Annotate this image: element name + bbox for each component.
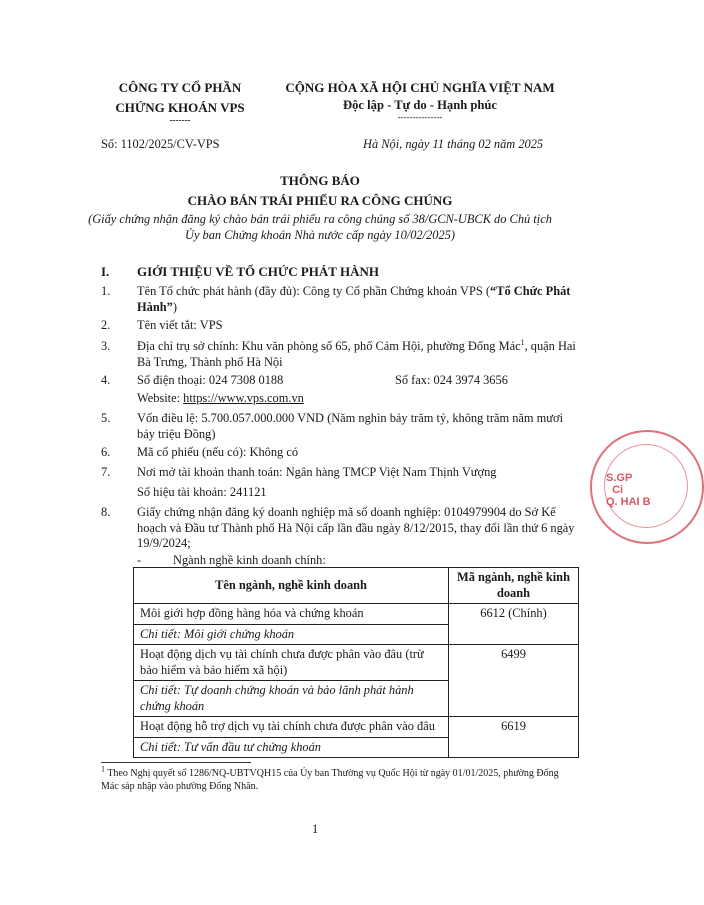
item-6-number: 6. bbox=[101, 445, 111, 459]
item-3-address: Địa chỉ trụ sở chính: Khu văn phòng số 65, phố Cảm Hội, phường Đống Mác bbox=[137, 339, 521, 353]
footnote-divider bbox=[101, 762, 251, 763]
item-4-website-line bbox=[137, 391, 577, 407]
item-3-text bbox=[137, 339, 577, 370]
table-cell-name bbox=[134, 604, 449, 625]
table-cell-detail: Chi tiết: Môi giới chứng khoán bbox=[134, 624, 449, 645]
company-name bbox=[100, 80, 260, 125]
table-cell-code: 6619 bbox=[449, 717, 579, 758]
footnote-mark: 1 bbox=[101, 764, 105, 774]
item-3-number: 3. bbox=[101, 339, 111, 353]
footnote-ref[interactable]: 1 bbox=[520, 337, 525, 347]
table-cell-code: 6499 bbox=[449, 645, 579, 717]
item-7-number: 7. bbox=[101, 465, 111, 479]
company-seal bbox=[590, 430, 704, 544]
item-8-text: Giấy chứng nhận đăng ký doanh nghiệp mã số doanh nghiệp: 0104979904 do Sở Kế hoạch và Đầu tư Thành phố Hà Nội cấp lần đầu ngày 8/12/2015, thay đổi lần thứ 6 ngày 19/9/2024; bbox=[137, 505, 575, 550]
table-cell-detail: Chi tiết: Tự doanh chứng khoán và bảo lãnh phát hành chứng khoán bbox=[134, 681, 449, 717]
website-link[interactable]: https://www.vps.com.vn bbox=[183, 391, 304, 405]
motto-dashes: --------------- bbox=[397, 112, 443, 122]
title-line1: THÔNG BÁO bbox=[280, 173, 360, 188]
table-cell-name: Hoạt động dịch vụ tài chính chưa được phân vào đâu (trừ bảo hiểm và bảo hiểm xã hội) bbox=[134, 645, 449, 681]
table-cell-code: 6612 (Chính) bbox=[449, 604, 579, 645]
item-8-dash: - bbox=[137, 553, 142, 567]
row-name: Môi giới hợp đồng hàng hóa và chứng khoán bbox=[140, 606, 364, 620]
seal-text: S.GP Ci Q. HAI B bbox=[606, 472, 651, 508]
page-number: 1 bbox=[312, 822, 319, 836]
national-header bbox=[280, 80, 560, 122]
item-2-number: 2. bbox=[101, 318, 111, 332]
table-row bbox=[134, 645, 579, 681]
item-4-fax: Số fax: 024 3974 3656 bbox=[395, 373, 508, 387]
website-label: Website: bbox=[137, 391, 184, 405]
section-number: I. bbox=[101, 264, 110, 279]
place-date: Hà Nội, ngày 11 tháng 02 năm 2025 bbox=[363, 137, 544, 151]
item-1-close: ) bbox=[172, 299, 177, 314]
item-4-phone: Số điện thoại: 024 7308 0188 bbox=[137, 373, 284, 387]
item-8-sub-text: Ngành nghề kinh doanh chính: bbox=[173, 553, 326, 567]
col-header-name: Tên ngành, nghề kinh doanh bbox=[134, 568, 449, 604]
item-1-label: Tên Tổ chức phát hành (đầy đủ): Công ty Cổ phần Chứng khoán VPS ( bbox=[137, 284, 490, 298]
motto-line: Độc lập - Tự do - Hạnh phúc bbox=[343, 98, 497, 112]
col-header-code: Mã ngành, nghề kinh doanh bbox=[449, 568, 579, 604]
title-block bbox=[60, 173, 580, 243]
item-8-number: 8. bbox=[101, 505, 111, 519]
title-line2: CHÀO BÁN TRÁI PHIẾU RA CÔNG CHÚNG bbox=[187, 193, 453, 208]
business-lines-table bbox=[133, 567, 579, 758]
company-line1: CÔNG TY CỔ PHẦN bbox=[118, 80, 242, 95]
item-1-text bbox=[137, 284, 577, 315]
table-row bbox=[134, 604, 579, 625]
company-line2: CHỨNG KHOÁN VPS bbox=[115, 100, 245, 115]
title-sub2: Ủy ban Chứng khoán Nhà nước cấp ngày 10/02/2025) bbox=[185, 228, 455, 242]
table-row bbox=[134, 717, 579, 738]
item-6-text: Mã cổ phiếu (nếu có): Không có bbox=[137, 445, 299, 459]
republic-line: CỘNG HÒA XÃ HỘI CHỦ NGHĨA VIỆT NAM bbox=[285, 80, 555, 95]
item-2-text: Tên viết tắt: VPS bbox=[137, 318, 223, 332]
table-cell-name: Hoạt động hỗ trợ dịch vụ tài chính chưa được phân vào đâu bbox=[134, 717, 449, 738]
doc-number: Số: 1102/2025/CV-VPS bbox=[101, 137, 220, 151]
company-dashes: ------- bbox=[169, 115, 191, 125]
table-header-row bbox=[134, 568, 579, 604]
section-heading: GIỚI THIỆU VỀ TỔ CHỨC PHÁT HÀNH bbox=[137, 264, 379, 279]
item-3-address-rest: , quận Hai Bà Trưng, Thành phố Hà Nội bbox=[137, 339, 576, 369]
item-5-text: Vốn điều lệ: 5.700.057.000.000 VND (Năm nghìn bảy trăm tỷ, không trăm năm mươi bảy triệu Đồng) bbox=[137, 411, 564, 441]
item-7-account: Số hiệu tài khoản: 241121 bbox=[137, 485, 267, 499]
item-5-number: 5. bbox=[101, 411, 111, 425]
footnote bbox=[101, 764, 561, 793]
footnote-text: Theo Nghị quyết số 1286/NQ-UBTVQH15 của Ủy ban Thường vụ Quốc Hội từ ngày 01/01/2025, phường Đống Mác sáp nhập vào phường Đống Nhân. bbox=[101, 768, 559, 792]
item-7-text: Nơi mở tài khoản thanh toán: Ngân hàng TMCP Việt Nam Thịnh Vượng bbox=[137, 465, 497, 479]
title-sub1: (Giấy chứng nhận đăng ký chào bán trái phiếu ra công chúng số 38/GCN-UBCK do Chủ tịch bbox=[88, 212, 552, 226]
table-cell-detail: Chi tiết: Tư vấn đầu tư chứng khoán bbox=[134, 737, 449, 758]
item-1-number: 1. bbox=[101, 284, 111, 298]
item-4-number: 4. bbox=[101, 373, 111, 387]
item-1-defined-term: “Tổ Chức Phát Hành” bbox=[137, 284, 571, 314]
